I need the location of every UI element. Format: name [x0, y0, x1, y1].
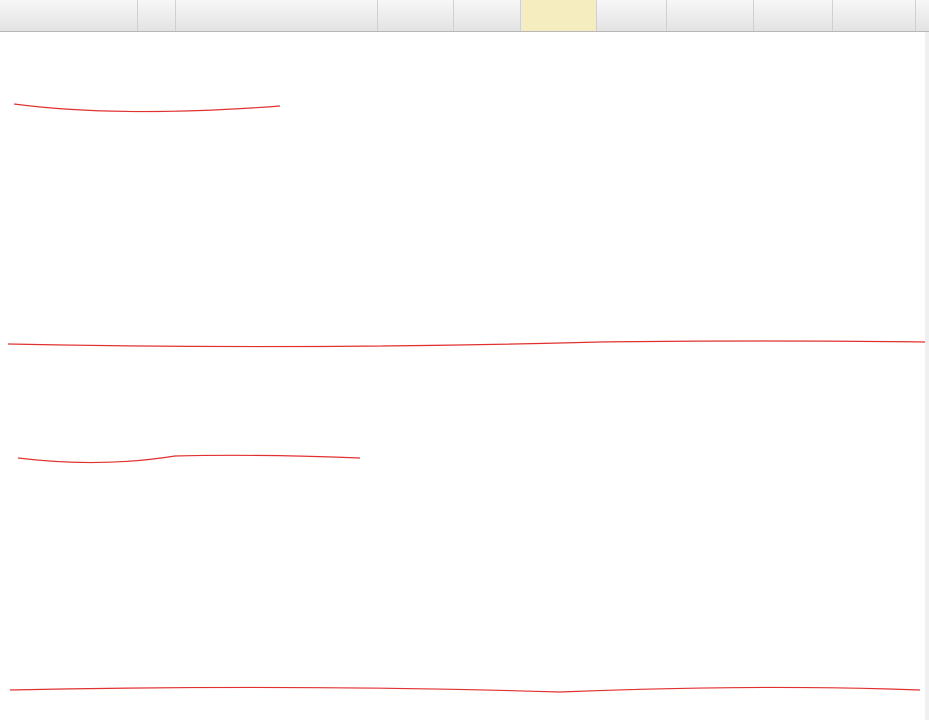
column-name-header[interactable]	[176, 0, 378, 31]
column-qty-header[interactable]	[667, 0, 754, 31]
column-unit-header[interactable]	[454, 0, 521, 31]
column-edge-header[interactable]	[916, 0, 929, 31]
column-content-header[interactable]	[597, 0, 667, 31]
column-type-header[interactable]	[138, 0, 176, 31]
column-total-header[interactable]	[833, 0, 916, 31]
column-feature-header[interactable]	[378, 0, 454, 31]
vertical-scrollbar[interactable]	[925, 32, 929, 720]
column-code-header[interactable]	[0, 0, 138, 31]
column-expr-header[interactable]	[521, 0, 597, 31]
column-price-header[interactable]	[754, 0, 833, 31]
column-header-row	[0, 0, 929, 32]
